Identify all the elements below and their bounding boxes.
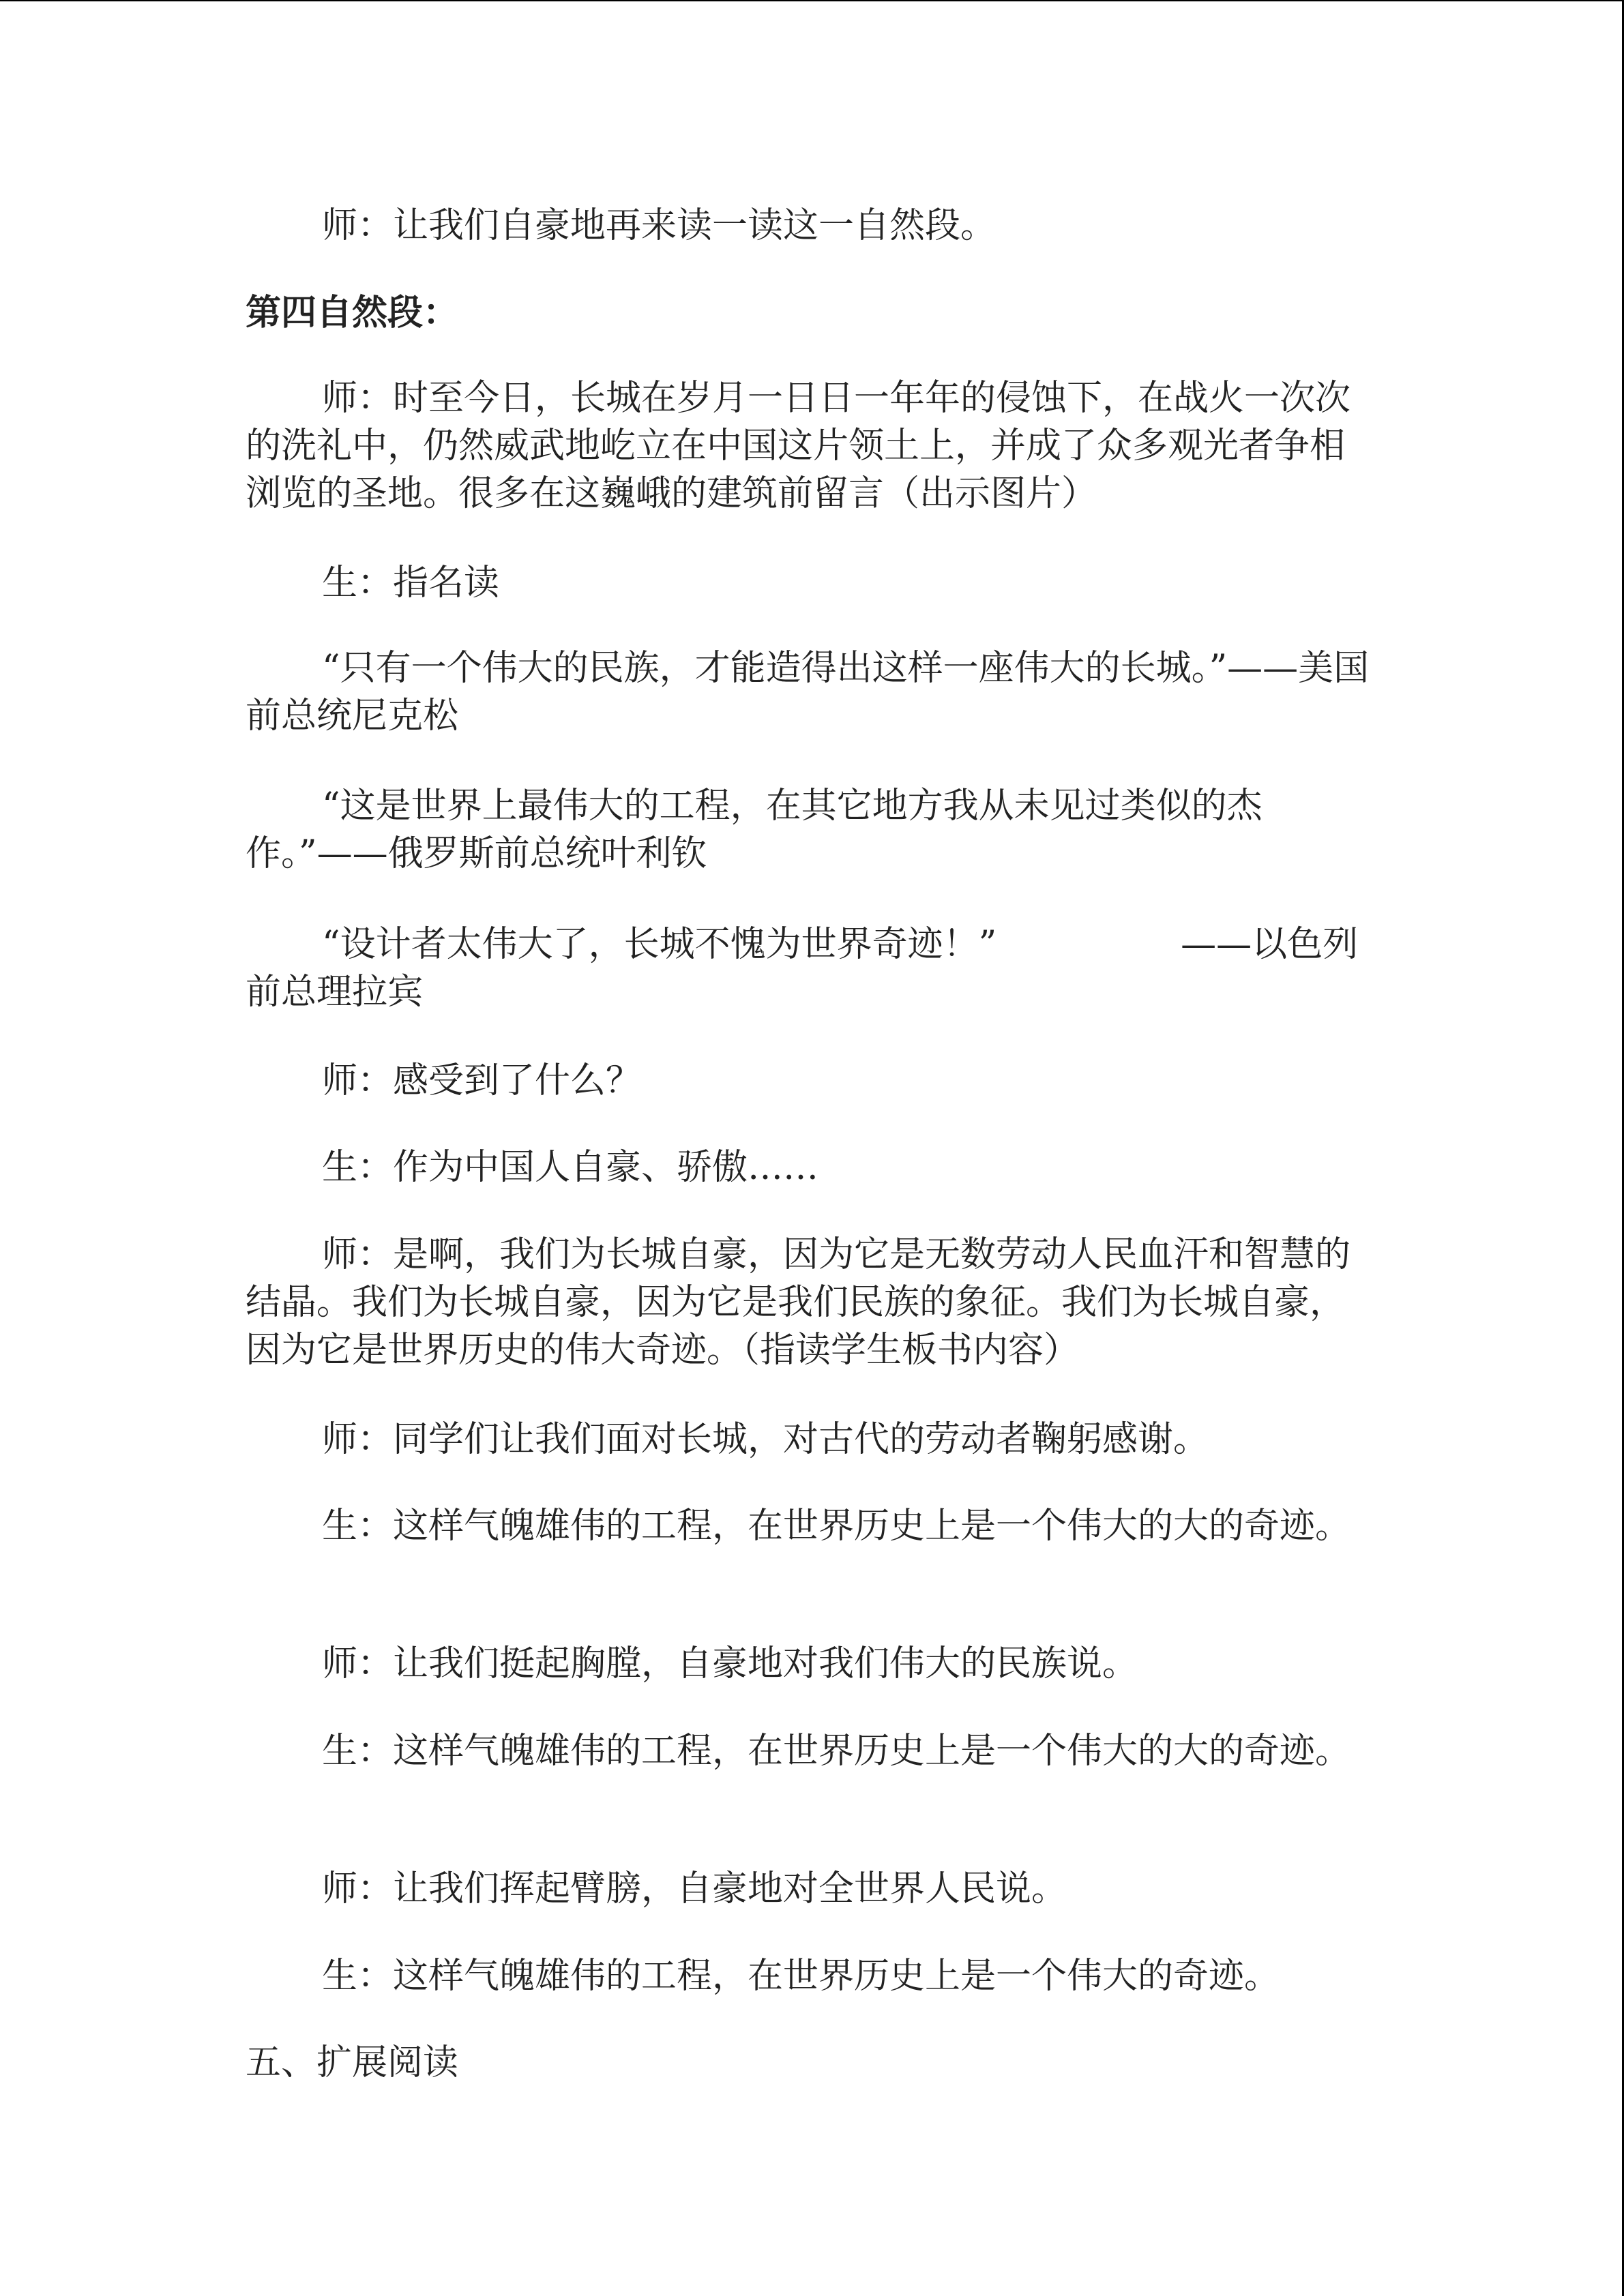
quote-rabin-author: ——以色列前总理拉宾: [246, 924, 1359, 1013]
paragraph-teacher-arms: 师：让我们挥起臂膀，自豪地对全世界人民说。: [322, 1868, 1067, 1909]
paragraph-teacher-bow: 师：同学们让我们面对长城，对古代的劳动者鞠躬感谢。: [322, 1419, 1209, 1460]
paragraph-student-answer: 生：作为中国人自豪、骄傲……: [322, 1147, 819, 1188]
quote-nixon: “只有一个伟大的民族，才能造得出这样一座伟大的长城。”——美国前总统尼克松: [246, 648, 1370, 736]
page-top-border: [0, 0, 1624, 1]
paragraph-teacher-pride: 师：是啊，我们为长城自豪，因为它是无数劳动人民血汗和智慧的结晶。我们为长城自豪，因为它是我们民族的象征。我们为长城自豪，因为它是世界历史的伟大奇迹。（指读学生板书内容）: [246, 1234, 1351, 1371]
paragraph-teacher-reread: 师：让我们自豪地再来读一读这一自然段。: [322, 205, 996, 246]
paragraph-teacher-question: 师：感受到了什么？: [322, 1060, 642, 1101]
quote-rabin-text: “设计者太伟大了，长城不愧为世界奇迹！”: [322, 924, 997, 965]
paragraph-student-read: 生：指名读: [322, 563, 500, 603]
paragraph-student-wonder-3: 生：这样气魄雄伟的工程，在世界历史上是一个伟大的奇迹。: [322, 1956, 1280, 1997]
paragraph-teacher-chest: 师：让我们挺起胸膛，自豪地对我们伟大的民族说。: [322, 1643, 1138, 1684]
section-heading-extended-reading: 五、扩展阅读: [246, 2042, 459, 2083]
quote-rabin: [246, 921, 1371, 1016]
section-heading-paragraph-four: 第四自然段：: [246, 292, 459, 333]
paragraph-student-wonder-2: 生：这样气魄雄伟的工程，在世界历史上是一个伟大的大的奇迹。: [322, 1731, 1351, 1772]
paragraph-student-wonder-1: 生：这样气魄雄伟的工程，在世界历史上是一个伟大的大的奇迹。: [322, 1506, 1351, 1547]
paragraph-teacher-intro: 师：时至今日，长城在岁月一日日一年年的侵蚀下，在战火一次次的洗礼中，仍然威武地屹立在中国这片领土上，并成了众多观光者争相浏览的圣地。很多在这巍峨的建筑前留言（出示图片）: [246, 378, 1351, 514]
quote-yeltsin: “这是世界上最伟大的工程，在其它地方我从未见过类似的杰作。”——俄罗斯前总统叶利钦: [246, 786, 1263, 874]
